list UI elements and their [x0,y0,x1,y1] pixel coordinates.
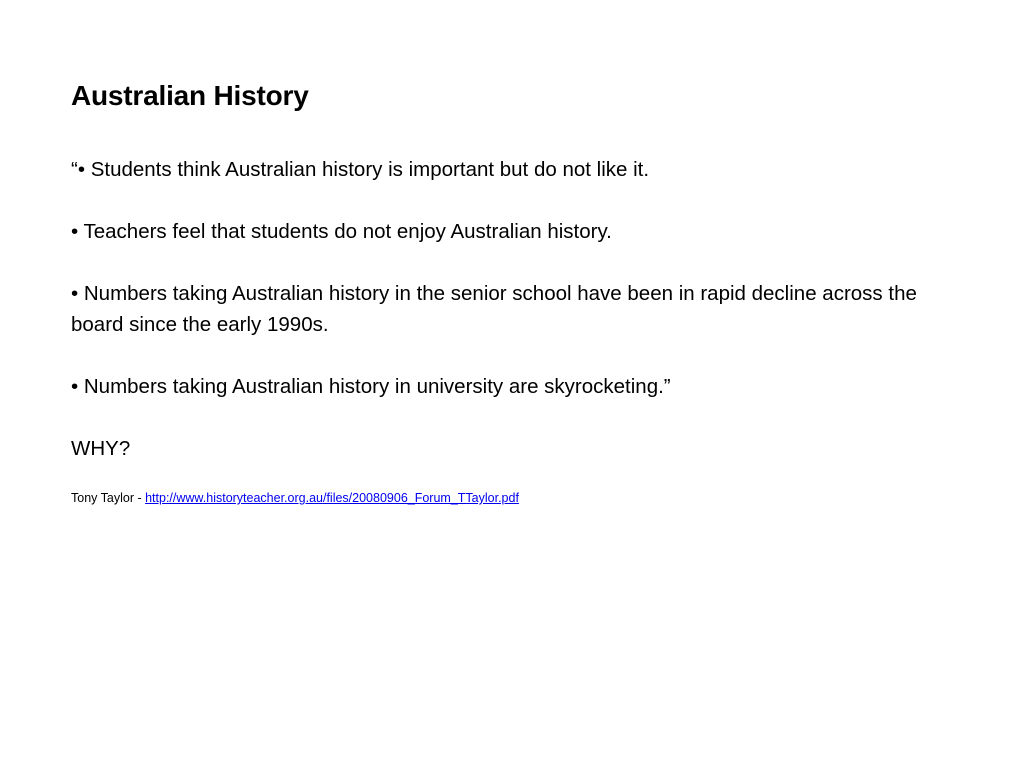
slide-title: Australian History [71,80,309,111]
quote-bullet-3: • Numbers taking Australian history in the senior school have been in rapid decline across the board since the early 1990s. [71,282,917,336]
citation-author: Tony Taylor - [71,491,146,505]
quote-bullet-2: • Teachers feel that students do not enjoy Australian history. [71,220,612,243]
why-question: WHY? [71,437,131,460]
citation [71,490,961,506]
citation-link[interactable]: http://www.historyteacher.org.au/files/20080906_Forum_TTaylor.pdf [145,491,519,505]
quote-bullet-1: “• Students think Australian history is important but do not like it. [71,158,650,181]
slide-content [71,78,961,506]
quote-bullet-4: • Numbers taking Australian history in university are skyrocketing.” [71,375,671,398]
